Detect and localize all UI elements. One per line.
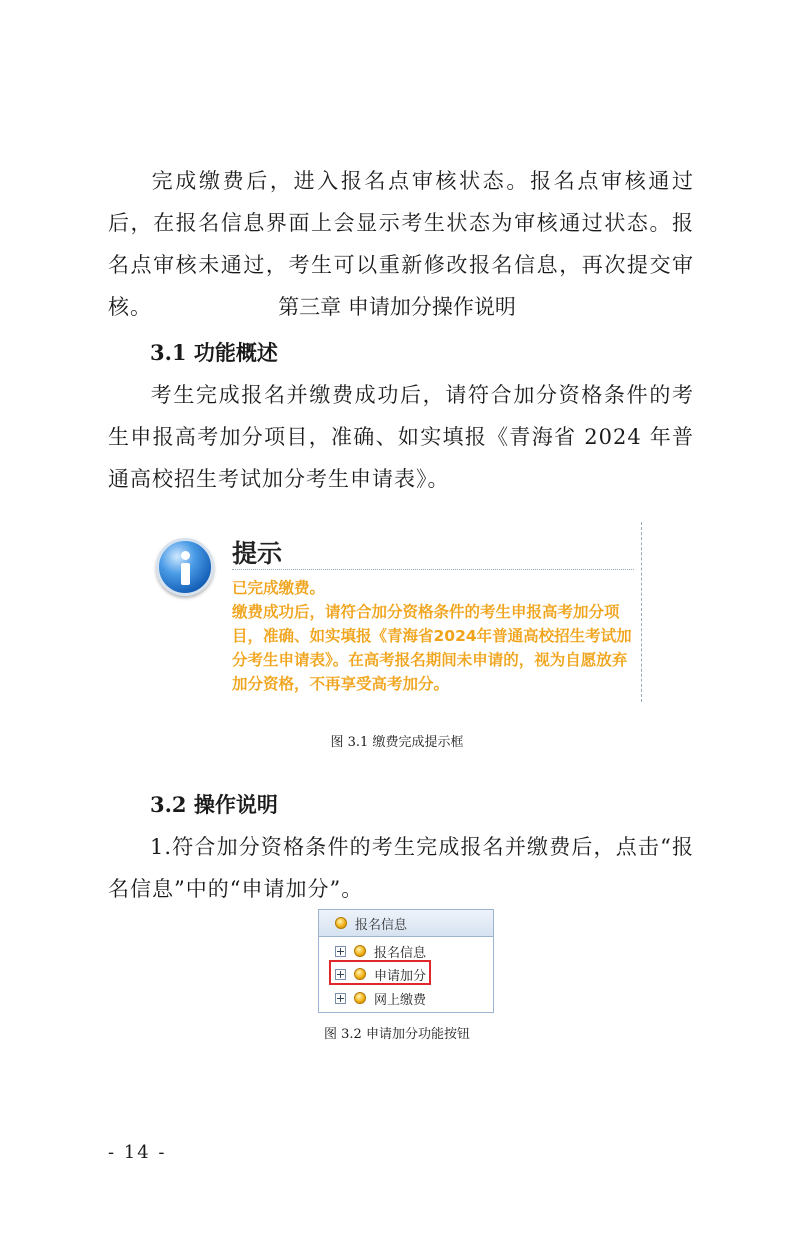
tip-box xyxy=(152,522,642,702)
orb-icon xyxy=(335,917,347,929)
menu-item-label: 网上缴费 xyxy=(374,992,427,1008)
menu-header-label: 报名信息 xyxy=(355,917,408,933)
paragraph-overview: 考生完成报名并缴费成功后，请符合加分资格条件的考生申报高考加分项目，准确、如实填报《青海省 2024 年普通高校招生考试加分考生申请表》。 xyxy=(108,383,694,491)
expand-icon[interactable] xyxy=(335,946,346,957)
orb-icon xyxy=(354,945,366,957)
menu-header[interactable] xyxy=(319,910,493,937)
section-heading-operation: 3.2 操作说明 xyxy=(150,792,278,817)
tip-text: 已完成缴费。 缴费成功后，请符合加分资格条件的考生申报高考加分项目，准确、如实填报《青海省2024年普通高校招生考试加分考生申请表》。在高考报名期间未申请的，视为自愿放弃加分资格，不再享受高考加分。 xyxy=(232,579,632,693)
menu-item-registration-info[interactable] xyxy=(335,941,426,961)
expand-icon[interactable] xyxy=(335,993,346,1004)
section-heading-overview: 3.1 功能概述 xyxy=(150,340,278,365)
divider xyxy=(641,522,642,702)
paragraph-operation-step: 1.符合加分资格条件的考生完成报名并缴费后，点击“报名信息”中的“申请加分”。 xyxy=(108,835,694,901)
menu-item-online-payment[interactable] xyxy=(335,988,426,1008)
menu-item-label: 报名信息 xyxy=(374,945,427,961)
divider xyxy=(232,569,634,570)
page-number: - 14 - xyxy=(108,1142,167,1163)
info-icon xyxy=(156,538,214,596)
menu-item-label: 申请加分 xyxy=(374,968,427,984)
highlight-box xyxy=(329,960,431,985)
figure-caption-2: 图 3.2 申请加分功能按钮 xyxy=(324,1027,470,1042)
paragraph-review-status: 完成缴费后，进入报名点审核状态。报名点审核通过后，在报名信息界面上会显示考生状态为审核通过状态。报名点审核未通过，考生可以重新修改报名信息，再次提交审核。 xyxy=(108,169,694,319)
chapter-title: 第三章 申请加分操作说明 xyxy=(278,295,516,319)
figure-caption-1: 图 3.1 缴费完成提示框 xyxy=(330,735,464,750)
orb-icon xyxy=(354,992,366,1004)
tip-title: 提示 xyxy=(232,539,283,568)
